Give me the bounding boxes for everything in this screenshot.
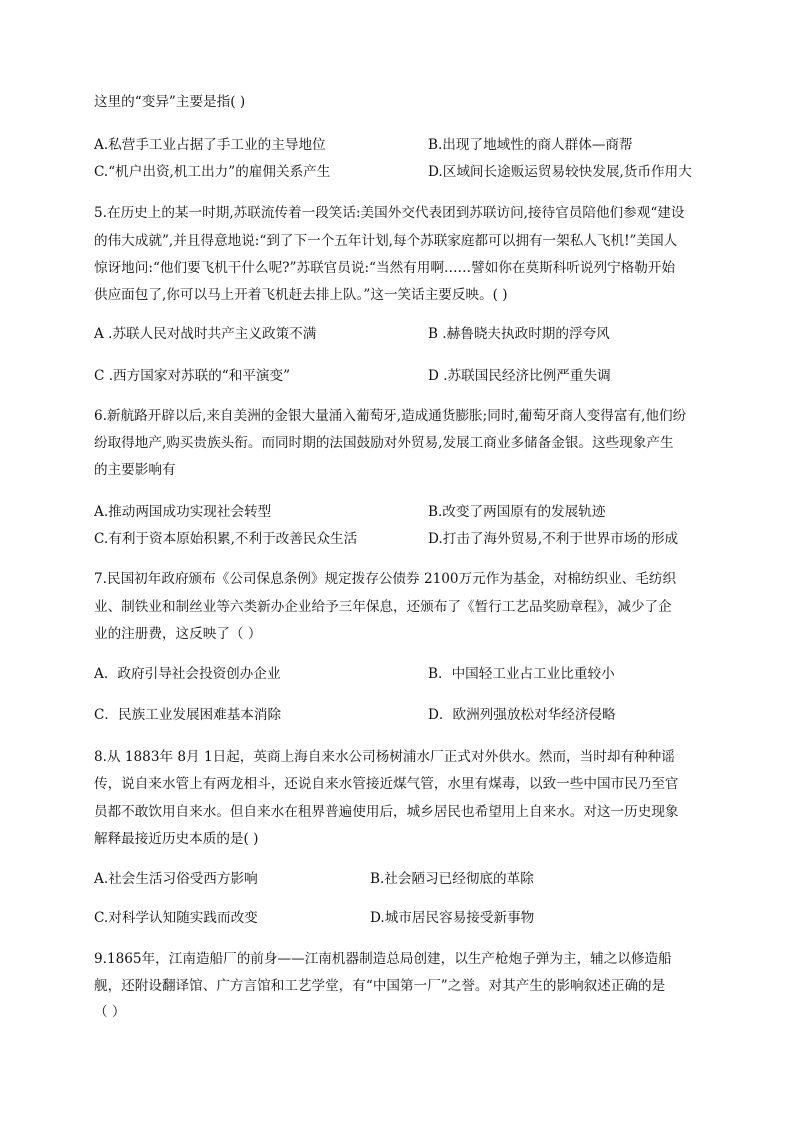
q8-stem-line: 传，说自来水管上有两龙相斗，还说自来水管接近煤气管，水里有煤毒，以致一些中国市民乃至官 bbox=[94, 776, 679, 792]
q6-stem-line: 6.新航路开辟以后,来自美洲的金银大量涌入葡萄牙,造成通货膨胀;同时,葡萄牙商人变得富有,他们纷 bbox=[94, 408, 687, 424]
q6-option-b: B.改变了两国原有的发展轨迹 bbox=[428, 504, 606, 520]
q4-option-a: A.私营手工业占据了手工业的主导地位 bbox=[94, 137, 326, 153]
q7-option-b: B．中国轻工业占工业比重较小 bbox=[428, 666, 615, 682]
q7-option-a: A．政府引导社会投资创办企业 bbox=[94, 666, 281, 682]
q5-stem-line: 5.在历史上的某一时期,苏联流传着一段笑话:美国外交代表团到苏联访问,接待官员陪他们参观“建设 bbox=[94, 205, 685, 221]
q5-stem-line: 供应面包了,你可以马上开着飞机赶去排上队。”这一笑话主要反映。( ) bbox=[94, 287, 508, 303]
q7-stem-line: 业的注册费，这反映了（ ） bbox=[94, 626, 262, 642]
q6-stem-line: 的主要影响有 bbox=[94, 462, 176, 478]
q9-stem-line: 9.1865年，江南造船厂的前身——江南机器制造总局创建，以生产枪炮子弹为主，辅之以修造船 bbox=[94, 951, 672, 967]
q9-stem-line: 舰，还附设翻译馆、广方言馆和工艺学堂，有“中国第一厂”之誉。对其产生的影响叙述正确的是 bbox=[94, 978, 666, 994]
q5-stem-line: 惊讶地问:“他们要飞机干什么呢?”苏联官员说:“当然有用啊……譬如你在莫斯科听说列宁格勒开始 bbox=[94, 260, 676, 276]
q8-option-d: D.城市居民容易接受新事物 bbox=[370, 910, 535, 926]
q4-stem-tail: 这里的“变异”主要是指( ) bbox=[94, 94, 246, 110]
q8-stem-line: 解释最接近历史本质的是( ) bbox=[94, 831, 259, 847]
q5-option-b: B .赫鲁晓夫执政时期的浮夸风 bbox=[428, 326, 610, 342]
q6-option-c: C.有利于资本原始积累,不利于改善民众生活 bbox=[94, 531, 358, 547]
q8-stem-line: 8.从 1883年 8月 1日起，英商上海自来水公司杨树浦水厂正式对外供水。然而，当时却有种种谣 bbox=[94, 749, 675, 765]
q8-option-c: C.对科学认知随实践而改变 bbox=[94, 910, 258, 926]
q8-stem-line: 员都不敢饮用自来水。但自来水在租界普遍使用后，城乡居民也希望用上自来水。对这一历史现象 bbox=[94, 804, 679, 820]
q7-stem-line: 业、制铁业和制丝业等六类新办企业给予三年保息，还颁布了《暂行工艺品奖励章程》，减少了企 bbox=[94, 599, 672, 615]
q5-stem-line: 的伟大成就”,并且得意地说:“到了下一个五年计划,每个苏联家庭都可以拥有一架私人飞机!”美国人 bbox=[94, 233, 678, 249]
q7-stem-line: 7.民国初年政府颁布《公司保息条例》规定拨存公债券 2100万元作为基金，对棉纺织业、毛纺织 bbox=[94, 571, 677, 587]
q4-option-b: B.出现了地域性的商人群体—商帮 bbox=[428, 137, 633, 153]
q4-option-d: D.区域间长途贩运贸易较快发展,货币作用大 bbox=[428, 164, 692, 180]
q6-stem-line: 纷取得地产,购买贵族头衔。而同时期的法国鼓励对外贸易,发展工商业多储备金银。这些现象产生 bbox=[94, 435, 674, 451]
q8-option-a: A.社会生活习俗受西方影响 bbox=[94, 871, 258, 887]
q9-stem-line: （ ） bbox=[94, 1004, 126, 1020]
q6-option-d: D.打击了海外贸易,不利于世界市场的形成 bbox=[428, 531, 679, 547]
q7-option-d: D．欧洲列强放松对华经济侵略 bbox=[428, 707, 616, 723]
q7-option-c: C．民族工业发展困难基本消除 bbox=[94, 707, 282, 723]
q5-option-c: C .西方国家对苏联的“和平演变” bbox=[94, 368, 291, 384]
q8-option-b: B.社会陋习已经彻底的革除 bbox=[370, 871, 534, 887]
q5-option-a: A .苏联人民对战时共产主义政策不满 bbox=[94, 326, 317, 342]
q4-option-c: C.“机户出资,机工出力”的雇佣关系产生 bbox=[94, 164, 331, 180]
q6-option-a: A.推动两国成功实现社会转型 bbox=[94, 504, 272, 520]
q5-option-d: D .苏联国民经济比例严重失调 bbox=[428, 368, 611, 384]
